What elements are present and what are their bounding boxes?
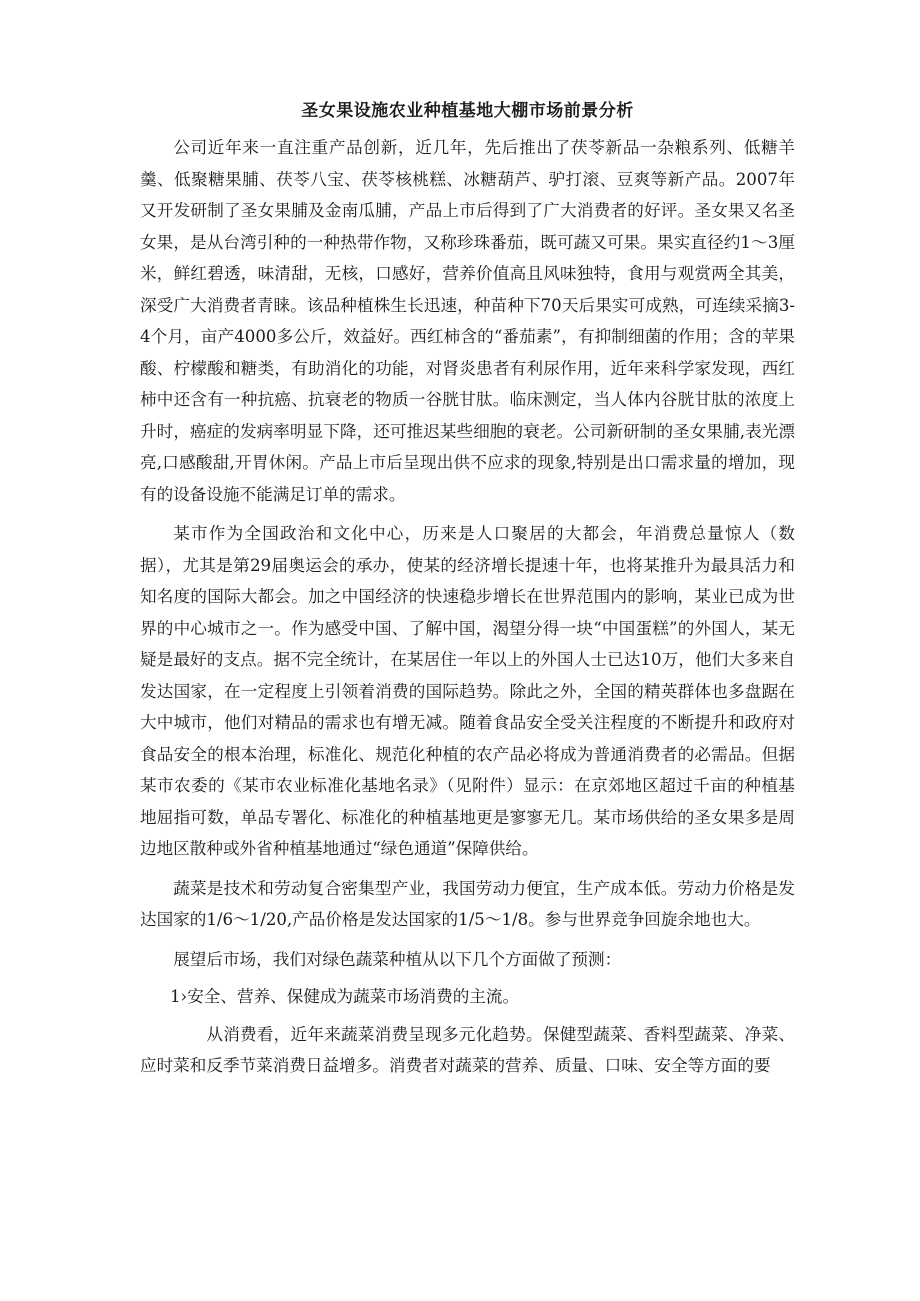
paragraph-consumption-trend: 从消费看，近年来蔬菜消费呈现多元化趋势。保健型蔬菜、香料型蔬菜、净菜、应时菜和反季节菜消费日益增多。消费者对蔬菜的营养、质量、口味、安全等方面的要: [140, 1024, 795, 1075]
paragraph-outlook-intro: 展望后市场，我们对绿色蔬菜种植从以下几个方面做了预测：: [173, 949, 622, 969]
document-page: [140, 98, 795, 1082]
list-item-safety-nutrition: 1›安全、营养、保健成为蔬菜市场消费的主流。: [170, 987, 520, 1006]
paragraph-product-innovation: 公司近年来一直注重产品创新，近几年，先后推出了茯苓新品一杂粮系列、低糖羊羹、低聚糖果脯、茯苓八宝、茯苓核桃糕、冰糖葫芦、驴打滚、豆爽等新产品。2007年又开发研制了圣女果脯及金南瓜脯，产品上市后得到了广大消费者的好评。圣女果又名圣女果，是从台湾引种的一种热带作物，又称珍珠番茄，既可蔬又可果。果实直径约1～3厘米，鲜红碧透，味清甜，无核，口感好，营养价值高且风味独特，食用与观赏两全其美，深受广大消费者青睐。该品种植株生长迅速，种苗种下70天后果实可成熟，可连续采摘3-4个月，亩产4000多公斤，效益好。西红柿含的“番茄素”，有抑制细菌的作用；含的苹果酸、柠檬酸和糖类，有助消化的功能，对肾炎患者有利尿作用，近年来科学家发现，西红柿中还含有一种抗癌、抗衰老的物质一谷胱甘肽。临床测定，当人体内谷胱甘肽的浓度上升时，癌症的发病率明显下降，还可推迟某些细胞的衰老。公司新研制的圣女果脯,表光漂亮,口感酸甜,开胃休闲。产品上市后呈现出供不应求的现象,特别是出口需求量的增加，现有的设备设施不能满足订单的需求。: [140, 138, 795, 504]
document-title: 圣女果设施农业种植基地大棚市场前景分析: [301, 101, 634, 121]
paragraph-market-city: 某市作为全国政治和文化中心，历来是人口聚居的大都会，年消费总量惊人（数据），尤其是第29届奥运会的承办，使某的经济增长提速十年，也将某推升为最具活力和知名度的国际大都会。加之中国经济的快速稳步增长在世界范围内的影响，某业已成为世界的中心城市之一。作为感受中国、了解中国，渴望分得一块“中国蛋糕”的外国人，某无疑是最好的支点。据不完全统计，在某居住一年以上的外国人士已达10万，他们大多来自发达国家，在一定程度上引领着消费的国际趋势。除此之外，全国的精英群体也多盘踞在大中城市，他们对精品的需求也有增无减。随着食品安全受关注程度的不断提升和政府对食品安全的根本治理，标准化、规范化种植的农产品必将成为普通消费者的必需品。但据某市农委的《某市农业标准化基地名录》（见附件）显示：在京郊地区超过千亩的种植基地屈指可数，单品专署化、标准化的种植基地更是寥寥无几。某市场供给的圣女果多是周边地区散种或外省种植基地通过“绿色通道”保障供给。: [140, 524, 795, 858]
paragraph-labor-cost: 蔬菜是技术和劳动复合密集型产业，我国劳动力便宜，生产成本低。劳动力价格是发达国家的1/6～1/20,产品价格是发达国家的1/5～1/8。参与世界竞争回旋余地也大。: [140, 878, 795, 929]
